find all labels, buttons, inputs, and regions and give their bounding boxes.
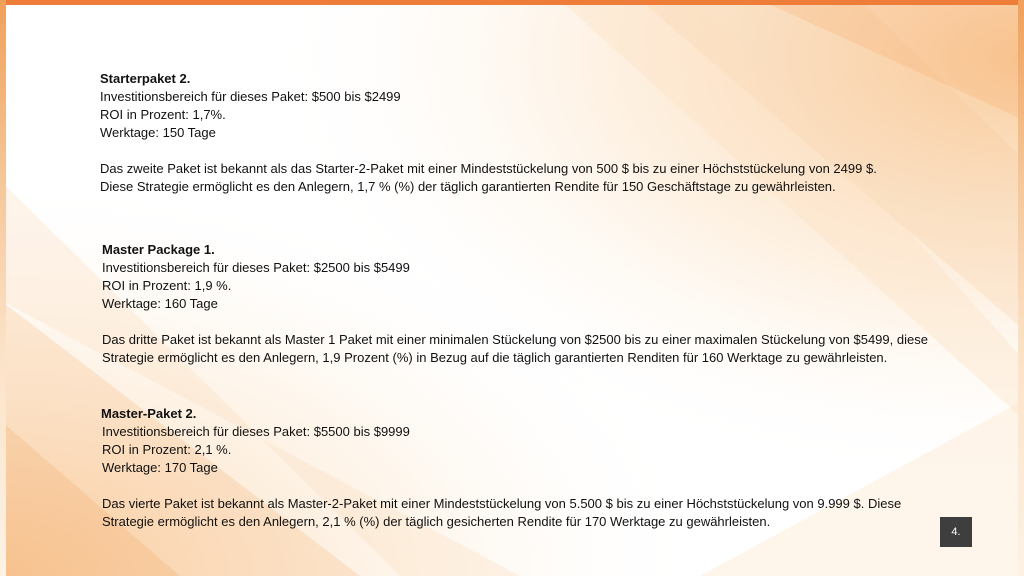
package-description: Das zweite Paket ist bekannt als das Starter-2-Paket mit einer Mindeststückelung von 500 $ bis zu einer Höchststückelung von 2499 $. Diese Strategie ermöglicht es den Anlegern, 1,7 % (%) der täglich garantierten Rendite für 150 Geschäftstage zu gewährleisten.: [100, 161, 877, 194]
package-title: Master-Paket 2.: [101, 406, 197, 421]
investment-range: Investitionsbereich für dieses Paket: $5500 bis $9999: [102, 424, 410, 439]
package-master-1: [102, 241, 952, 367]
package-description: Das vierte Paket ist bekannt als Master-2-Paket mit einer Mindeststückelung von 5.500 $ bis zu einer Höchststückelung von 9.999 $. Diese Strategie ermöglicht es den Anlegern, 2,1 % (%) der täglich gesicherten Rendite für 170 Werktage zu gewährleisten.: [102, 496, 902, 529]
working-days: Werktage: 160 Tage: [102, 296, 218, 311]
investment-range: Investitionsbereich für dieses Paket: $2500 bis $5499: [102, 260, 410, 275]
page-number-badge: 4.: [940, 517, 972, 547]
roi-text: ROI in Prozent: 1,9 %.: [102, 278, 232, 293]
roi-text: ROI in Prozent: 2,1 %.: [102, 442, 232, 457]
package-description: Das dritte Paket ist bekannt als Master 1 Paket mit einer minimalen Stückelung von $2500 bis zu einer maximalen Stückelung von $5499, diese Strategie ermöglicht es den Anlegern, 1,9 Prozent (%) in Bezug auf die täglich garantierten Renditen für 160 Werktage zu gewährleisten.: [102, 332, 928, 365]
working-days: Werktage: 150 Tage: [100, 125, 216, 140]
working-days: Werktage: 170 Tage: [102, 460, 218, 475]
package-master-2: [101, 405, 951, 531]
investment-range: Investitionsbereich für dieses Paket: $500 bis $2499: [100, 89, 401, 104]
package-title: Master Package 1.: [102, 242, 215, 257]
roi-text: ROI in Prozent: 1,7%.: [100, 107, 226, 122]
package-starter-2: [97, 70, 917, 196]
package-title: Starterpaket 2.: [100, 71, 191, 86]
